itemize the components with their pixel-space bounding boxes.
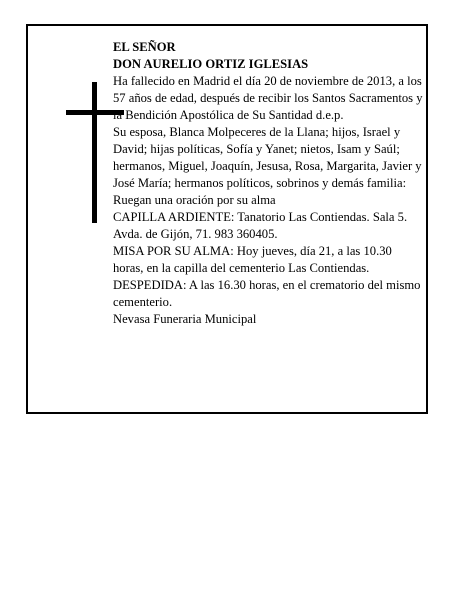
chapel-info: CAPILLA ARDIENTE: Tanatorio Las Contiendas. Sala 5. Avda. de Gijón, 71. 983 360405. [113,210,408,241]
deceased-name: DON AURELIO ORTIZ IGLESIAS [113,57,309,71]
mass-info: MISA POR SU ALMA: Hoy jueves, día 21, a las 10.30 horas, en la capilla del cementerio Las Contiendas. [113,244,392,275]
cross-vertical-bar [92,82,97,223]
farewell-info: DESPEDIDA: A las 16.30 horas, en el crematorio del mismo cementerio. [113,278,421,309]
title-line-1: EL SEÑOR [113,40,176,54]
prayer-request: Ruegan una oración por su alma [113,193,276,207]
death-announcement: Ha fallecido en Madrid el día 20 de noviembre de 2013, a los 57 años de edad, después de recibir los Santos Sacramentos y la Bendición Apostólica de Su Santidad d.e.p. [113,74,423,122]
family-list: Su esposa, Blanca Molpeceres de la Llana; hijos, Israel y David; hijas políticas, Sofía y Yanet; nietos, Isam y Saúl; hermanos, Miguel, Joaquín, Jesusa, Rosa, Margarita, Javier y José María; hermanos políticos, sobrinos y demás familia: [113,125,422,190]
obituary-text [113,39,425,328]
funeral-home: Nevasa Funeraria Municipal [113,312,257,326]
